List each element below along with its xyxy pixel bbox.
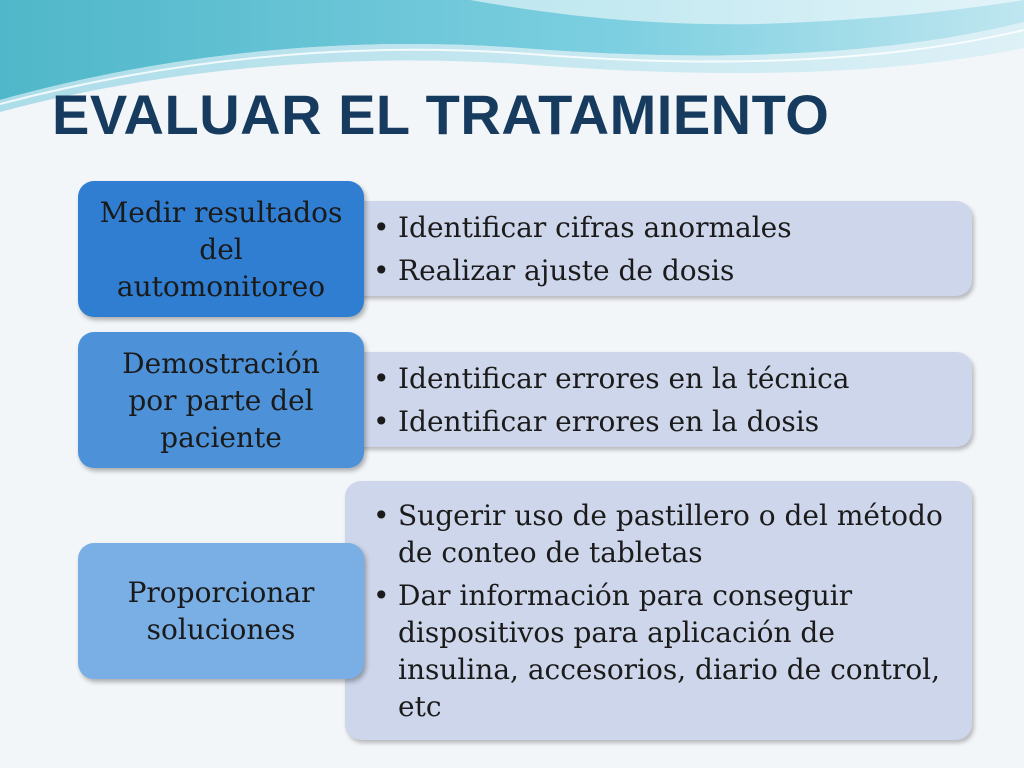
bullet-item: • Dar información para conseguir dispositivos para aplicación de insulina, accesorios, diario de control, etc	[371, 577, 960, 725]
label-line: Proporcionar	[127, 576, 315, 609]
category-label-proporcionar-soluciones	[78, 543, 364, 679]
category-label-demostracion	[78, 332, 364, 468]
bullet-item: • Identificar errores en la técnica	[371, 360, 960, 397]
page-title: EVALUAR EL TRATAMIENTO	[52, 83, 830, 146]
label-line: por parte del	[128, 383, 314, 417]
bullet-panel-3	[345, 481, 972, 740]
label-line: automonitoreo	[116, 269, 326, 303]
bullet-item: • Realizar ajuste de dosis	[371, 252, 960, 289]
label-line: Demostración	[122, 346, 320, 380]
bullet-panel-2	[345, 352, 972, 447]
label-line: soluciones	[146, 613, 296, 646]
bullet-item: • Identificar cifras anormales	[371, 209, 960, 246]
bullet-panel-1	[345, 201, 972, 296]
bullet-item: • Identificar errores en la dosis	[371, 403, 960, 440]
label-line: Medir resultados	[99, 195, 343, 229]
label-line: del	[199, 232, 243, 266]
label-line: paciente	[160, 420, 282, 454]
category-label-medir-resultados	[78, 181, 364, 317]
bullet-item: • Sugerir uso de pastillero o del método de conteo de tabletas	[371, 497, 960, 571]
